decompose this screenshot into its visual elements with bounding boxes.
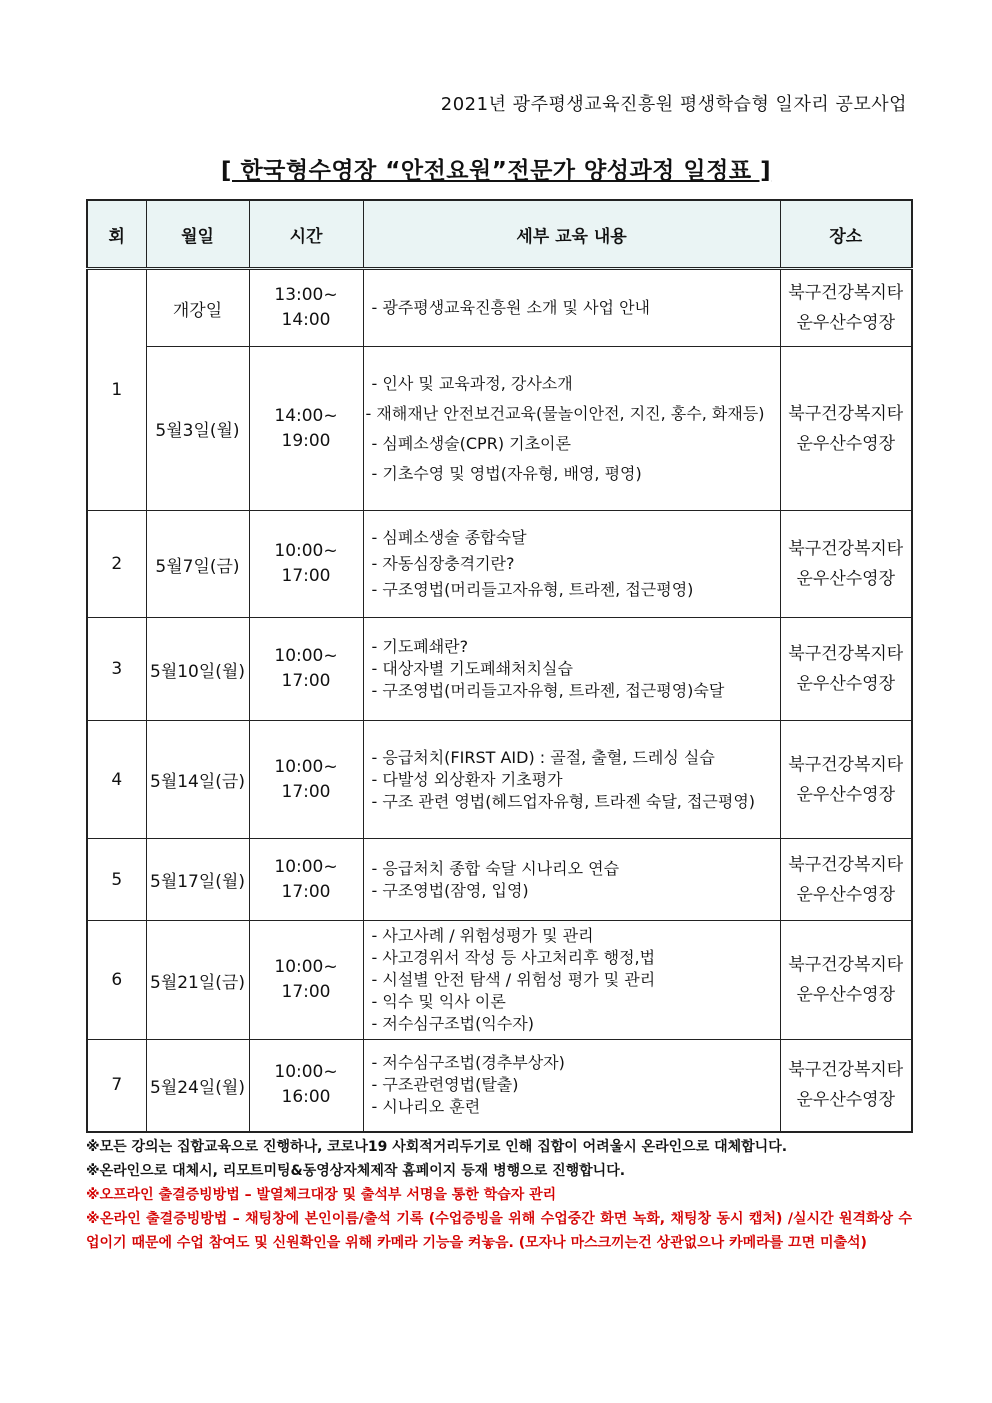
place-line-1: 북구건강복지타 — [788, 539, 904, 559]
table-row — [87, 269, 912, 347]
time-cell — [249, 921, 363, 1040]
time-end: 19:00 — [281, 430, 331, 451]
content-line: - 시나리오 훈련 — [371, 1097, 481, 1117]
time-end: 17:00 — [281, 881, 331, 902]
time-cell — [249, 839, 363, 921]
content-line: - 기도폐쇄란? — [371, 637, 469, 656]
table-row — [87, 721, 912, 839]
time-cell — [249, 618, 363, 721]
content-line: - 구조관련영법(탈출) — [371, 1075, 519, 1095]
date-cell: 5월3일(월) — [146, 347, 249, 511]
date-cell: 5월10일(월) — [146, 618, 249, 721]
session-cell: 4 — [87, 721, 146, 839]
content-line: - 기초수영 및 영법(자유형, 배영, 평영) — [371, 463, 642, 483]
content-line: - 응급처치(FIRST AID) : 골절, 출혈, 드레싱 실습 — [371, 747, 715, 767]
session-cell: 2 — [87, 511, 146, 618]
time-end: 14:00 — [281, 310, 331, 330]
time-end: 16:00 — [281, 1087, 331, 1108]
date-cell: 개강일 — [146, 269, 249, 347]
content-line: - 저수심구조법(경추부상자) — [371, 1053, 565, 1073]
time-start: 10:00~ — [274, 541, 338, 561]
content-line: - 구조영법(잠영, 입영) — [371, 880, 529, 900]
time-start: 10:00~ — [274, 756, 338, 777]
table-row — [87, 921, 912, 1040]
time-start: 10:00~ — [274, 646, 338, 666]
place-line-2: 운우산수영장 — [796, 433, 896, 454]
table-row — [87, 347, 912, 511]
content-cell — [363, 921, 780, 1040]
place-line-1: 북구건강복지타 — [788, 854, 904, 875]
note-line: ※모든 강의는 집합교육으로 진행하나, 코로나19 사회적거리두기로 인해 집합이 어려울시 온라인으로 대체합니다. — [86, 1139, 788, 1155]
content-line: - 심폐소생술 종합숙달 — [371, 528, 527, 547]
note-line-offline-attendance: ※오프라인 출결증빙방법 – 발열체크대장 및 출석부 서명을 통한 학습자 관리 — [86, 1187, 557, 1203]
time-cell — [249, 511, 363, 618]
table-row — [87, 1040, 912, 1132]
time-end: 17:00 — [281, 781, 331, 802]
date-cell: 5월24일(월) — [146, 1040, 249, 1132]
table-row — [87, 511, 912, 618]
time-start: 10:00~ — [274, 957, 338, 977]
session-cell: 6 — [87, 921, 146, 1040]
time-start: 13:00~ — [274, 285, 338, 305]
column-header-time: 시간 — [249, 200, 363, 269]
time-end: 17:00 — [281, 566, 331, 586]
place-cell — [780, 921, 912, 1040]
place-line-2: 운우산수영장 — [796, 985, 896, 1005]
note-line: ※온라인으로 대체시, 리모트미팅&동영상자체제작 홈페이지 등재 병행으로 진행합니다. — [86, 1163, 626, 1179]
time-cell — [249, 347, 363, 511]
content-line: - 시설별 안전 탐색 / 위험성 평가 및 관리 — [371, 970, 656, 989]
content-cell — [363, 1040, 780, 1132]
place-line-2: 운우산수영장 — [796, 1090, 896, 1111]
place-line-1: 북구건강복지타 — [788, 283, 904, 303]
time-end: 17:00 — [281, 671, 331, 691]
place-cell — [780, 511, 912, 618]
content-line: - 인사 및 교육과정, 강사소개 — [371, 373, 573, 393]
content-cell — [363, 618, 780, 721]
content-cell — [363, 269, 780, 347]
place-line-1: 북구건강복지타 — [788, 403, 904, 424]
table-row — [87, 618, 912, 721]
column-header-session: 회 — [87, 200, 146, 269]
content-cell — [363, 839, 780, 921]
time-cell — [249, 721, 363, 839]
place-cell — [780, 839, 912, 921]
date-cell: 5월14일(금) — [146, 721, 249, 839]
page-title: [ 한국형수영장 “안전요원”전문가 양성과정 일정표 ] — [220, 158, 772, 184]
place-line-2: 운우산수영장 — [796, 569, 896, 589]
content-line: - 광주평생교육진흥원 소개 및 사업 안내 — [371, 298, 650, 317]
time-start: 10:00~ — [274, 856, 338, 877]
content-line: - 익수 및 익사 이론 — [371, 992, 506, 1011]
column-header-date: 월일 — [146, 200, 249, 269]
content-line: - 자동심장충격기란? — [371, 554, 515, 573]
time-end: 17:00 — [281, 982, 331, 1002]
content-line: - 구조영법(머리들고자유형, 트라젠, 접근평영) — [371, 580, 694, 599]
place-line-1: 북구건강복지타 — [788, 955, 904, 975]
place-line-2: 운우산수영장 — [796, 674, 896, 694]
content-cell — [363, 721, 780, 839]
date-cell: 5월21일(금) — [146, 921, 249, 1040]
time-start: 14:00~ — [274, 405, 338, 426]
table-row — [87, 839, 912, 921]
place-cell — [780, 618, 912, 721]
schedule-table — [86, 199, 913, 1133]
content-line: - 구조 관련 영법(헤드업자유형, 트라젠 숙달, 접근평영) — [371, 791, 756, 811]
place-line-2: 운우산수영장 — [796, 313, 896, 333]
place-line-1: 북구건강복지타 — [788, 644, 904, 664]
notes-section — [86, 1135, 912, 1255]
date-cell: 5월17일(월) — [146, 839, 249, 921]
content-line: - 구조영법(머리들고자유형, 트라젠, 접근평영)숙달 — [371, 681, 725, 700]
place-line-2: 운우산수영장 — [796, 784, 896, 805]
content-line: - 대상자별 기도폐쇄처치실습 — [371, 659, 573, 678]
session-cell: 3 — [87, 618, 146, 721]
date-cell: 5월7일(금) — [146, 511, 249, 618]
table-header-row — [87, 200, 912, 269]
place-line-2: 운우산수영장 — [796, 884, 896, 905]
content-cell — [363, 511, 780, 618]
column-header-place: 장소 — [780, 200, 912, 269]
place-cell — [780, 347, 912, 511]
time-start: 10:00~ — [274, 1062, 338, 1083]
session-cell: 1 — [87, 269, 146, 511]
session-cell: 5 — [87, 839, 146, 921]
content-cell — [363, 347, 780, 511]
content-line: - 재해재난 안전보건교육(물놀이안전, 지진, 홍수, 화재등) — [365, 403, 765, 423]
place-cell — [780, 1040, 912, 1132]
time-cell — [249, 269, 363, 347]
content-line: - 심폐소생술(CPR) 기초이론 — [371, 433, 571, 453]
note-line-online-attendance: ※온라인 출결증빙방법 – 채팅창에 본인이름/출석 기록 (수업증빙을 위해 수업중간 화면 녹화, 채팅창 동시 캡처) /실시간 원격화상 수업이기 때문에 수업 참여도 및 신원확인을 위해 카메라 기능을 켜놓음. (모자나 마스크끼는건 상관없으나 카메라를 끄면 미출석) — [86, 1211, 912, 1251]
content-line: - 응급처치 종합 숙달 시나리오 연습 — [371, 858, 620, 878]
content-line: - 저수심구조법(익수자) — [371, 1014, 534, 1033]
time-cell — [249, 1040, 363, 1132]
session-cell: 7 — [87, 1040, 146, 1132]
column-header-content: 세부 교육 내용 — [363, 200, 780, 269]
program-org-line: 2021년 광주평생교육진흥원 평생학습형 일자리 공모사업 — [440, 94, 907, 115]
place-cell — [780, 721, 912, 839]
place-line-1: 북구건강복지타 — [788, 1060, 904, 1081]
place-line-1: 북구건강복지타 — [788, 754, 904, 775]
place-cell — [780, 269, 912, 347]
content-line: - 사고경위서 작성 등 사고처리후 행정,법 — [371, 948, 656, 967]
content-line: - 다발성 외상환자 기초평가 — [371, 769, 563, 789]
content-line: - 사고사례 / 위험성평가 및 관리 — [371, 926, 594, 945]
